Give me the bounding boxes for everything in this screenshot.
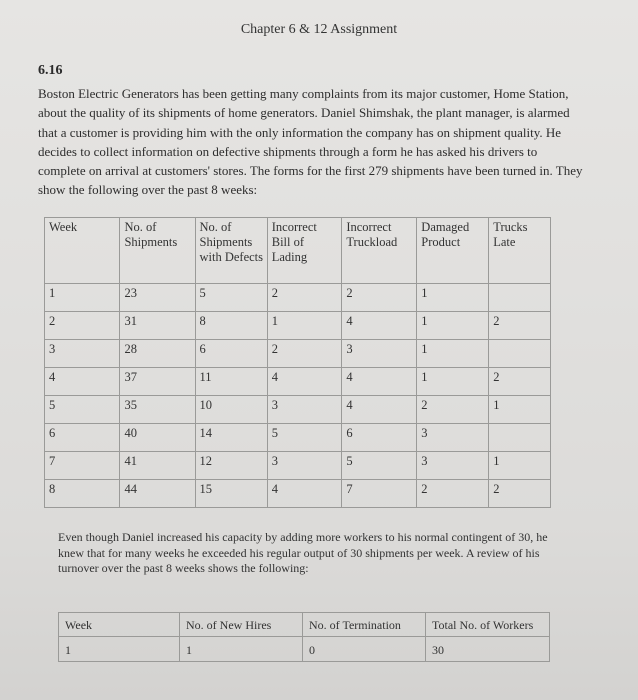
cell-shipments: 40 (120, 424, 195, 452)
cell-damaged: 2 (417, 480, 489, 508)
cell-truckload: 7 (342, 480, 417, 508)
table-row (45, 312, 551, 340)
header-incorrect-truckload: Incorrect Truckload (342, 218, 417, 284)
cell-bill-of-lading: 4 (267, 480, 342, 508)
header-week: Week (59, 613, 180, 637)
cell-shipments: 31 (120, 312, 195, 340)
cell-defects: 5 (195, 284, 267, 312)
header-shipments-with-defects: No. of Shipments with Defects (195, 218, 267, 284)
cell-damaged: 1 (417, 340, 489, 368)
defects-table (44, 217, 551, 508)
cell-truckload: 4 (342, 396, 417, 424)
cell-late: 1 (489, 396, 551, 424)
table-row (45, 452, 551, 480)
cell-week: 8 (45, 480, 120, 508)
cell-truckload: 3 (342, 340, 417, 368)
cell-week: 4 (45, 368, 120, 396)
cell-damaged: 2 (417, 396, 489, 424)
cell-late (489, 424, 551, 452)
cell-late (489, 284, 551, 312)
cell-bill-of-lading: 3 (267, 452, 342, 480)
turnover-description: Even though Daniel increased his capacity by adding more workers to his normal contingent of 30, he knew that for many weeks he exceeded his regular output of 30 shipments per week. A review of his turnover over the past 8 weeks shows the following: (58, 530, 548, 575)
cell-truckload: 2 (342, 284, 417, 312)
cell-week: 2 (45, 312, 120, 340)
cell-damaged: 1 (417, 284, 489, 312)
cell-late: 2 (489, 480, 551, 508)
cell-truckload: 4 (342, 368, 417, 396)
cell-defects: 15 (195, 480, 267, 508)
table-row (45, 284, 551, 312)
header-incorrect-bill-of-lading: Incorrect Bill of Lading (267, 218, 342, 284)
cell-shipments: 23 (120, 284, 195, 312)
table-row (45, 368, 551, 396)
cell-week: 7 (45, 452, 120, 480)
table-row (45, 396, 551, 424)
cell-total-workers: 30 (426, 637, 550, 662)
cell-damaged: 3 (417, 424, 489, 452)
cell-late (489, 340, 551, 368)
cell-defects: 10 (195, 396, 267, 424)
cell-late: 2 (489, 368, 551, 396)
header-total-workers: Total No. of Workers (426, 613, 550, 637)
cell-bill-of-lading: 2 (267, 340, 342, 368)
problem-number: 6.16 (38, 63, 63, 78)
cell-late: 1 (489, 452, 551, 480)
header-shipments: No. of Shipments (120, 218, 195, 284)
cell-bill-of-lading: 2 (267, 284, 342, 312)
header-damaged-product: Damaged Product (417, 218, 489, 284)
header-new-hires: No. of New Hires (180, 613, 303, 637)
cell-week: 3 (45, 340, 120, 368)
cell-defects: 12 (195, 452, 267, 480)
cell-week: 1 (59, 637, 180, 662)
cell-truckload: 4 (342, 312, 417, 340)
cell-damaged: 3 (417, 452, 489, 480)
page-title: Chapter 6 & 12 Assignment (240, 22, 398, 37)
cell-damaged: 1 (417, 312, 489, 340)
table-row (59, 637, 550, 662)
cell-damaged: 1 (417, 368, 489, 396)
cell-defects: 14 (195, 424, 267, 452)
cell-terminations: 0 (303, 637, 426, 662)
cell-shipments: 35 (120, 396, 195, 424)
header-terminations: No. of Termination (303, 613, 426, 637)
cell-new-hires: 1 (180, 637, 303, 662)
cell-bill-of-lading: 1 (267, 312, 342, 340)
header-trucks-late: Trucks Late (489, 218, 551, 284)
cell-defects: 6 (195, 340, 267, 368)
cell-shipments: 28 (120, 340, 195, 368)
cell-bill-of-lading: 5 (267, 424, 342, 452)
cell-defects: 8 (195, 312, 267, 340)
workers-table (58, 612, 550, 662)
table-row (45, 424, 551, 452)
header-week: Week (45, 218, 120, 284)
cell-shipments: 37 (120, 368, 195, 396)
cell-shipments: 41 (120, 452, 195, 480)
cell-week: 5 (45, 396, 120, 424)
cell-week: 1 (45, 284, 120, 312)
cell-truckload: 6 (342, 424, 417, 452)
table-row (45, 340, 551, 368)
cell-week: 6 (45, 424, 120, 452)
cell-shipments: 44 (120, 480, 195, 508)
workers-header-row (59, 613, 550, 637)
cell-defects: 11 (195, 368, 267, 396)
cell-bill-of-lading: 3 (267, 396, 342, 424)
table-row (45, 480, 551, 508)
problem-description: Boston Electric Generators has been getting many complaints from its major customer, Home Station, about the quality of its shipments of home generators. Daniel Shimshak, the plant manager, is alarmed that a customer is providing him with the only information the company has on shipment quality. He decides to collect information on defective shipments through a form he has asked his drivers to complete on arrival at customers' stores. The forms for the first 279 shipments have been turned in. They show the following over the past 8 weeks: (38, 86, 583, 198)
defects-header-row (45, 218, 551, 284)
cell-truckload: 5 (342, 452, 417, 480)
cell-bill-of-lading: 4 (267, 368, 342, 396)
cell-late: 2 (489, 312, 551, 340)
